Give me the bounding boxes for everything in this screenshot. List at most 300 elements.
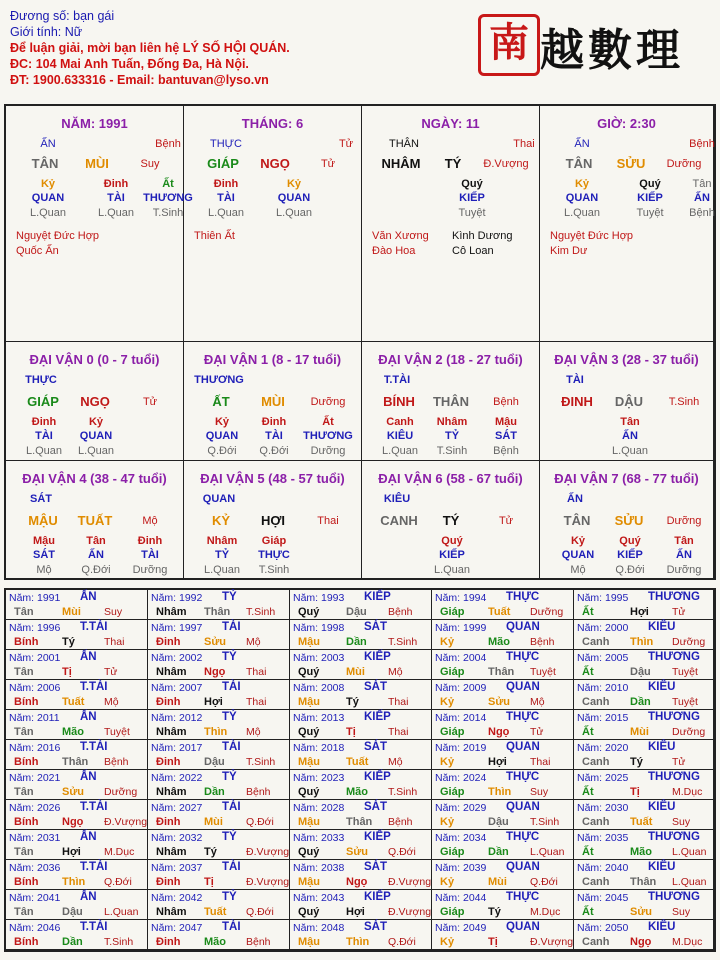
year-god: TÀI [222, 741, 241, 753]
hidden-god: QUAN [561, 549, 595, 561]
dai-van-state: T.Sinh [668, 396, 700, 408]
dai-van-cell [184, 342, 362, 461]
year-stem: Ất [582, 786, 594, 798]
pillar-branch: MÙI [85, 156, 109, 171]
year-god: QUAN [506, 681, 540, 693]
dai-van-cell [6, 342, 184, 461]
year-branch: Dậu [62, 906, 83, 918]
year-stem: Nhâm [156, 846, 187, 858]
year-stem: Giáp [440, 726, 465, 738]
pillar-stem: TÂN [565, 156, 593, 171]
hidden-stem: Kỷ [570, 535, 586, 547]
hidden-state: T.Sinh [258, 564, 290, 576]
hidden-god: SÁT [33, 549, 55, 561]
year-branch: Thân [204, 606, 231, 618]
year-branch: Tuất [62, 696, 85, 708]
star-label: Kình Dương [452, 230, 513, 242]
year-branch: Hợi [204, 696, 223, 708]
year-branch: Ngọ [488, 726, 510, 738]
year-cell [574, 710, 714, 740]
year-branch: Dần [488, 846, 509, 858]
year-label: Năm: 2042 [151, 892, 203, 904]
pillar-cell [184, 106, 362, 342]
hidden-state: Dưỡng [132, 564, 168, 576]
pillar-stem: NHÂM [381, 156, 421, 171]
year-label: Năm: 2037 [151, 862, 203, 874]
year-state: Bệnh [246, 936, 271, 948]
year-label: Năm: 2021 [9, 772, 61, 784]
dai-van-god: SÁT [30, 493, 52, 505]
hidden-god: THỰC [258, 549, 290, 561]
year-god: TÀI [222, 681, 241, 693]
hidden-stem: Nhâm [436, 416, 468, 428]
dai-van-title: ĐẠI VẬN 0 (0 - 7 tuổi) [29, 352, 160, 367]
hidden-stem: Quý [461, 178, 483, 190]
phone-email: ĐT: 1900.633316 - Email: bantuvan@lyso.vn [10, 73, 269, 87]
year-stem: Tân [14, 726, 34, 738]
year-stem: Đinh [156, 876, 181, 888]
year-god: THƯƠNG [648, 711, 700, 723]
year-state: Suy [104, 606, 123, 618]
dai-van-branch: HỢI [260, 513, 286, 528]
year-god: KIẾP [364, 831, 391, 843]
dai-van-title: ĐẠI VẬN 7 (68 - 77 tuổi) [554, 471, 699, 486]
year-branch: Mão [62, 726, 84, 738]
year-god: ẤN [80, 651, 97, 663]
pillar-god: THÂN [389, 138, 419, 150]
year-branch: Thân [488, 666, 515, 678]
pillar-god: Bệnh [689, 138, 715, 150]
pillar-god: ẤN [40, 138, 56, 150]
year-cell [290, 830, 432, 860]
pillar-god: THỰC [209, 138, 242, 150]
pillar-stem: GIÁP [207, 156, 239, 171]
year-branch: Mùi [346, 666, 365, 678]
year-god: T.TÀI [80, 621, 108, 633]
year-stem: Tân [14, 666, 34, 678]
year-cell [432, 890, 574, 920]
year-god: THỰC [506, 651, 540, 663]
dai-van-stem: BÍNH [383, 394, 415, 409]
year-god: KIẾP [364, 651, 391, 663]
year-state: Suy [530, 786, 549, 798]
year-label: Năm: 2023 [293, 772, 345, 784]
year-god: SÁT [364, 741, 387, 753]
year-cell [432, 830, 574, 860]
year-god: THỰC [506, 831, 540, 843]
year-branch: Dậu [488, 816, 509, 828]
hidden-stem: Nhâm [206, 535, 238, 547]
dai-van-stem: GIÁP [27, 394, 59, 409]
year-label: Năm: 1993 [293, 592, 345, 604]
year-state: Đ.Vượng [246, 876, 290, 888]
hidden-god: TÀI [141, 549, 159, 561]
year-label: Năm: 2027 [151, 802, 203, 814]
year-cell [148, 800, 290, 830]
hidden-stem: Kỷ [40, 178, 56, 190]
dai-van-state: Bệnh [493, 396, 519, 408]
year-cell [432, 860, 574, 890]
year-branch: Sửu [630, 906, 653, 918]
year-state: T.Sinh [388, 786, 418, 798]
year-label: Năm: 1998 [293, 622, 345, 634]
year-god: TÀI [222, 621, 241, 633]
year-label: Năm: 2045 [577, 892, 629, 904]
year-cell [290, 710, 432, 740]
pillar-title: GIỜ: 2:30 [597, 116, 656, 131]
pillar-branch: SỬU [616, 156, 646, 171]
hidden-state: L.Quan [207, 207, 245, 219]
pillar-god: Tử [338, 138, 354, 150]
year-god: KIẾP [364, 771, 391, 783]
year-stem: Kỷ [440, 876, 455, 888]
year-stem: Kỷ [440, 696, 455, 708]
year-label: Năm: 2019 [435, 742, 487, 754]
year-branch: Thân [62, 756, 89, 768]
dai-van-branch: MÙI [261, 394, 285, 409]
year-stem: Ất [582, 846, 594, 858]
year-state: L.Quan [104, 906, 139, 918]
year-state: Thai [388, 696, 409, 708]
logo [478, 8, 708, 80]
year-stem: Giáp [440, 846, 465, 858]
year-label: Năm: 1992 [151, 592, 203, 604]
year-god: QUAN [506, 801, 540, 813]
seal-stamp: 南 [478, 14, 540, 76]
year-branch: Ngọ [346, 876, 368, 888]
hidden-state: T.Sinh [436, 445, 468, 457]
dai-van-stem: ĐINH [561, 394, 593, 409]
year-branch: Dậu [346, 606, 367, 618]
year-state: Bệnh [388, 606, 413, 618]
year-label: Năm: 2004 [435, 652, 487, 664]
pillar-branch: TÝ [444, 156, 462, 171]
year-stem: Canh [582, 696, 610, 708]
year-god: SÁT [364, 861, 387, 873]
year-label: Năm: 2010 [577, 682, 629, 694]
year-label: Năm: 2026 [9, 802, 61, 814]
year-god: ẤN [80, 711, 97, 723]
year-stem: Nhâm [156, 786, 187, 798]
year-state: Bệnh [388, 816, 413, 828]
hidden-stem: Kỷ [214, 416, 230, 428]
year-state: Mộ [388, 756, 403, 768]
hidden-state: L.Quan [611, 445, 649, 457]
year-label: Năm: 2018 [293, 742, 345, 754]
year-state: Thai [388, 726, 409, 738]
contact-note: Để luận giải, mời bạn liên hệ LÝ SỐ HỘI QUÁN. [10, 41, 290, 55]
hidden-stem: Tân [620, 416, 640, 428]
year-god: QUAN [506, 621, 540, 633]
year-branch: Dần [204, 786, 225, 798]
year-god: THỰC [506, 711, 540, 723]
dai-van-branch: THÂN [432, 394, 470, 409]
hidden-state: L.Quan [77, 445, 115, 457]
hidden-stem: Giáp [261, 535, 287, 547]
dai-van-title: ĐẠI VẬN 1 (8 - 17 tuổi) [203, 352, 342, 367]
pillar-title: NGÀY: 11 [421, 116, 480, 131]
year-label: Năm: 2015 [577, 712, 629, 724]
year-state: Mộ [530, 696, 545, 708]
hidden-god: SÁT [495, 430, 517, 442]
year-stem: Canh [582, 876, 610, 888]
hidden-stem: Đinh [103, 178, 129, 190]
hidden-state: L.Quan [29, 207, 67, 219]
hidden-god: TÀI [35, 430, 53, 442]
year-god: TỶ [222, 711, 237, 723]
year-branch: Hợi [346, 906, 365, 918]
year-label: Năm: 2049 [435, 922, 487, 934]
year-branch: Thìn [488, 786, 512, 798]
year-cell [574, 830, 714, 860]
dai-van-state: Dưỡng [310, 396, 346, 408]
year-label: Năm: 2029 [435, 802, 487, 814]
dai-van-god: KIÊU [383, 493, 411, 505]
year-branch: Mão [204, 936, 226, 948]
year-god: TÀI [222, 801, 241, 813]
year-state: Mộ [246, 726, 261, 738]
year-stem: Tân [14, 786, 34, 798]
year-god: SÁT [364, 921, 387, 933]
year-cell [574, 740, 714, 770]
year-label: Năm: 2032 [151, 832, 203, 844]
year-stem: Tân [14, 906, 34, 918]
hidden-state: L.Quan [563, 207, 601, 219]
year-cell [290, 920, 432, 950]
hidden-state: L.Quan [381, 445, 419, 457]
year-stem: Đinh [156, 816, 181, 828]
year-god: TỶ [222, 891, 237, 903]
year-stem: Quý [298, 906, 320, 918]
year-branch: Thìn [62, 876, 86, 888]
year-cell [148, 860, 290, 890]
year-god: TỶ [222, 831, 237, 843]
year-state: Tuyệt [530, 666, 556, 678]
dai-van-stem: TÂN [563, 513, 591, 528]
year-cell [574, 620, 714, 650]
year-label: Năm: 2046 [9, 922, 61, 934]
year-stem: Đinh [156, 936, 181, 948]
year-branch: Thân [346, 816, 373, 828]
year-stem: Mậu [298, 696, 320, 708]
pillar-state: Tử [320, 158, 336, 170]
year-stem: Nhâm [156, 726, 187, 738]
dai-van-branch: SỬU [614, 513, 644, 528]
dai-van-god: THƯƠNG [194, 374, 244, 386]
hidden-state: Dưỡng [666, 564, 702, 576]
year-god: ẤN [80, 771, 97, 783]
year-cell [6, 830, 148, 860]
year-cell [148, 620, 290, 650]
year-label: Năm: 2000 [577, 622, 629, 634]
hidden-stem: Quý [619, 535, 641, 547]
dai-van-cell [540, 461, 714, 580]
hidden-state: Tuyệt [458, 207, 486, 219]
year-label: Năm: 2034 [435, 832, 487, 844]
year-god: KIÊU [648, 861, 676, 873]
year-cell [148, 920, 290, 950]
hidden-god: THƯƠNG [303, 430, 353, 442]
year-cell [574, 680, 714, 710]
year-branch: Sửu [346, 846, 369, 858]
year-state: M.Dục [672, 786, 703, 798]
year-branch: Mão [630, 846, 652, 858]
year-label: Năm: 2028 [293, 802, 345, 814]
year-state: Tử [104, 666, 118, 678]
year-cell [432, 680, 574, 710]
dai-van-state: Thai [317, 515, 339, 527]
hidden-state: Mộ [570, 564, 586, 576]
dai-van-stem: CANH [380, 513, 418, 528]
year-label: Năm: 2044 [435, 892, 487, 904]
dai-van-cell [6, 461, 184, 580]
year-stem: Giáp [440, 606, 465, 618]
year-state: Q.Đới [246, 816, 274, 828]
dai-van-branch: NGỌ [80, 394, 110, 409]
year-branch: Sửu [488, 696, 511, 708]
year-god: SÁT [364, 621, 387, 633]
gender: Giới tính: Nữ [10, 25, 83, 39]
year-god: SÁT [364, 801, 387, 813]
dai-van-cell [184, 461, 362, 580]
year-god: ẤN [80, 891, 97, 903]
year-state: Suy [672, 816, 691, 828]
dai-van-title: ĐẠI VẬN 5 (48 - 57 tuổi) [200, 471, 345, 486]
star-label: Văn Xương [372, 230, 429, 242]
year-stem: Canh [582, 816, 610, 828]
year-cell [432, 800, 574, 830]
year-cell [290, 590, 432, 620]
year-state: Đ.Vượng [530, 936, 574, 948]
year-cell [6, 620, 148, 650]
year-branch: Hợi [630, 606, 649, 618]
year-label: Năm: 2013 [293, 712, 345, 724]
year-god: T.TÀI [80, 741, 108, 753]
year-branch: Dần [62, 936, 83, 948]
hidden-god: QUAN [79, 430, 113, 442]
year-cell [574, 800, 714, 830]
year-label: Năm: 2043 [293, 892, 345, 904]
pillar-state: Suy [140, 158, 160, 170]
hidden-stem: Đinh [213, 178, 239, 190]
year-stem: Tân [14, 606, 34, 618]
year-label: Năm: 1995 [577, 592, 629, 604]
year-stem: Ất [582, 906, 594, 918]
hidden-state: T.Sinh [152, 207, 184, 219]
pillar-god: Thai [513, 138, 535, 150]
year-state: Dưỡng [104, 786, 138, 798]
year-state: Mộ [246, 636, 261, 648]
hidden-stem: Mậu [33, 535, 55, 547]
year-label: Năm: 2030 [577, 802, 629, 814]
dai-van-god: ẤN [567, 493, 583, 505]
year-cell [6, 740, 148, 770]
year-cell [290, 770, 432, 800]
year-state: Dưỡng [672, 636, 706, 648]
year-cell [6, 680, 148, 710]
year-cell [148, 590, 290, 620]
year-label: Năm: 2039 [435, 862, 487, 874]
hidden-stem: Đinh [137, 535, 163, 547]
year-god: KIẾP [364, 591, 391, 603]
star-label: Nguyệt Đức Hợp [16, 230, 100, 242]
year-cell [6, 920, 148, 950]
pillar-title: THÁNG: 6 [241, 116, 304, 131]
year-branch: Dần [346, 636, 367, 648]
year-god: THƯƠNG [648, 831, 700, 843]
hidden-god: TÀI [107, 192, 125, 204]
hidden-god: QUAN [565, 192, 599, 204]
year-stem: Kỷ [440, 756, 455, 768]
year-god: KIÊU [648, 801, 676, 813]
year-god: KIẾP [364, 711, 391, 723]
year-stem: Đinh [156, 756, 181, 768]
year-cell [290, 650, 432, 680]
dai-van-state: Tử [498, 515, 514, 527]
year-state: Tuyệt [104, 726, 130, 738]
hidden-stem: Kỷ [574, 178, 590, 190]
hidden-god: KIẾP [439, 549, 465, 561]
year-cell [290, 860, 432, 890]
year-branch: Ngọ [62, 816, 84, 828]
year-god: KIÊU [648, 921, 676, 933]
pillar-cell [6, 106, 193, 342]
year-cell [574, 770, 714, 800]
dai-van-cell [540, 342, 714, 461]
year-label: Năm: 2006 [9, 682, 61, 694]
hidden-stem: Mậu [495, 416, 517, 428]
year-stem: Bính [14, 876, 39, 888]
year-state: Thai [246, 696, 267, 708]
year-stem: Mậu [298, 816, 320, 828]
year-branch: Thân [630, 876, 657, 888]
year-label: Năm: 2035 [577, 832, 629, 844]
year-state: Q.Đới [530, 876, 558, 888]
dai-van-state: Mộ [142, 515, 158, 527]
hidden-god: ẤN [676, 549, 692, 561]
hidden-state: L.Quan [25, 445, 63, 457]
year-state: Tử [672, 606, 686, 618]
year-god: T.TÀI [80, 681, 108, 693]
year-stem: Bính [14, 696, 39, 708]
year-god: SÁT [364, 681, 387, 693]
hidden-god: KIẾP [617, 549, 643, 561]
year-god: ẤN [80, 831, 97, 843]
year-state: Q.Đới [246, 906, 274, 918]
pillar-branch: NGỌ [260, 156, 290, 171]
year-branch: Tý [488, 906, 501, 918]
hidden-god: TÀI [265, 430, 283, 442]
year-branch: Mùi [204, 816, 223, 828]
year-label: Năm: 2038 [293, 862, 345, 874]
year-god: T.TÀI [80, 921, 108, 933]
dai-van-title: ĐẠI VẬN 6 (58 - 67 tuổi) [378, 471, 523, 486]
dai-van-cell [362, 461, 540, 580]
hidden-state: Q.Đới [81, 564, 111, 576]
year-god: THỰC [506, 891, 540, 903]
year-cell [6, 800, 148, 830]
hidden-state: L.Quan [97, 207, 135, 219]
year-state: M.Dục [104, 846, 135, 858]
year-branch: Dần [630, 696, 651, 708]
year-branch: Sửu [62, 786, 85, 798]
year-cell [574, 590, 714, 620]
pillar-cell [540, 106, 714, 342]
year-stem: Ất [582, 606, 594, 618]
year-branch: Thìn [346, 936, 370, 948]
year-cell [432, 650, 574, 680]
hidden-god: TỶ [214, 549, 230, 561]
